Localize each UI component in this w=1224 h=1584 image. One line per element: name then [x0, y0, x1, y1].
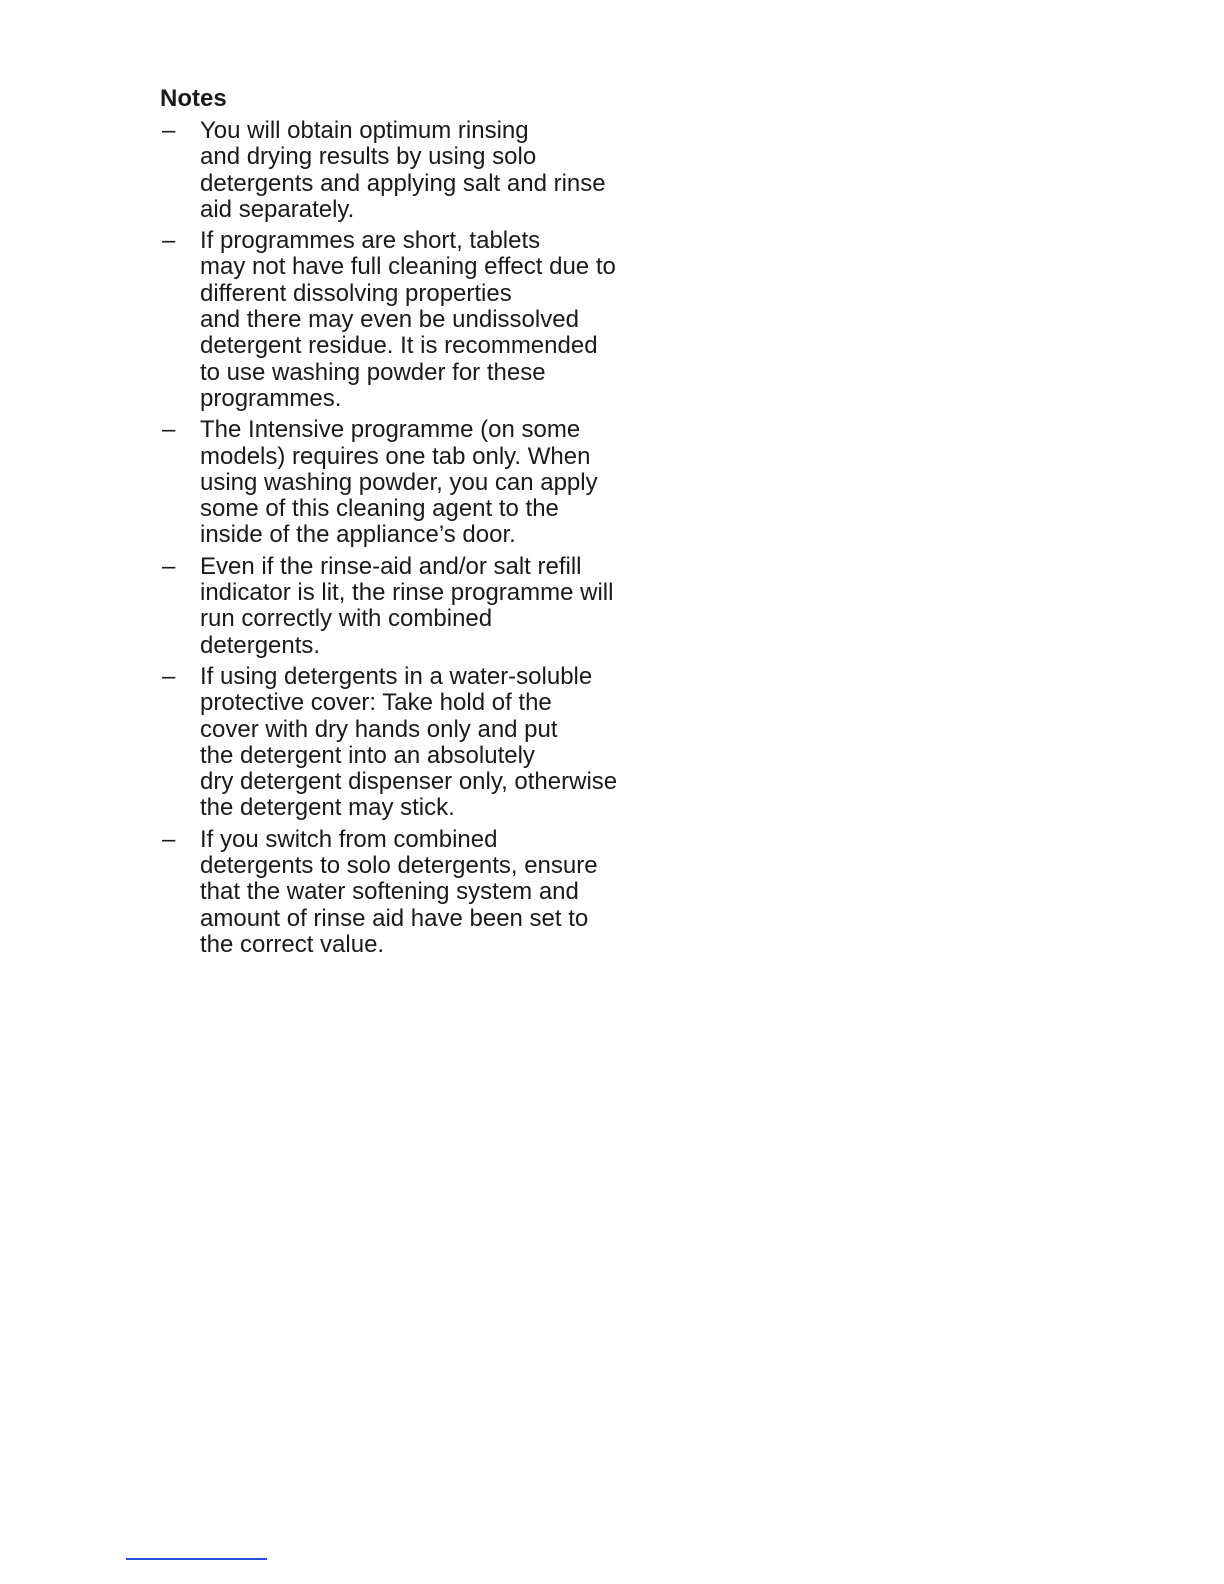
note-line: aid separately.	[200, 195, 355, 223]
note-line: If programmes are short, tablets	[200, 227, 541, 255]
note-line: Even if the rinse-aid and/or salt refill	[200, 552, 582, 580]
note-line: amount of rinse aid have been set to	[200, 904, 589, 932]
note-line: the correct value.	[200, 930, 385, 958]
note-line: and drying results by using solo	[200, 143, 537, 171]
note-line: The Intensive programme (on some	[200, 416, 581, 444]
note-line: indicator is lit, the rinse programme will	[200, 579, 614, 607]
note-line: may not have full cleaning effect due to	[200, 253, 616, 281]
dash-bullet: –	[162, 227, 176, 255]
note-line: and there may even be undissolved	[200, 306, 579, 334]
note-line: detergents.	[200, 631, 321, 659]
note-line: models) requires one tab only. When	[200, 442, 591, 470]
note-line: cover with dry hands only and put	[200, 715, 558, 743]
note-line: the detergent into an absolutely	[200, 741, 535, 769]
note-item	[160, 118, 660, 223]
note-item	[160, 827, 660, 958]
note-line: detergents and applying salt and rinse	[200, 169, 606, 197]
note-item	[160, 664, 660, 822]
note-line: inside of the appliance’s door.	[200, 521, 516, 549]
note-line: detergent residue. It is recommended	[200, 332, 598, 360]
note-line: protective cover: Take hold of the	[200, 689, 552, 717]
note-line: If you switch from combined	[200, 825, 498, 853]
note-line: different dissolving properties	[200, 279, 512, 307]
dash-bullet: –	[162, 416, 176, 444]
footnote-rule	[126, 1558, 267, 1560]
notes-title: Notes	[160, 85, 227, 112]
note-item	[160, 228, 660, 412]
dash-bullet: –	[162, 552, 176, 580]
dash-bullet: –	[162, 117, 176, 144]
note-item	[160, 554, 660, 659]
note-line: run correctly with combined	[200, 605, 493, 633]
note-line: that the water softening system and	[200, 878, 579, 906]
dash-bullet: –	[162, 662, 176, 690]
note-line: detergents to solo detergents, ensure	[200, 852, 598, 880]
note-line: If using detergents in a water-soluble	[200, 662, 593, 690]
notes-list	[160, 118, 660, 958]
dash-bullet: –	[162, 825, 176, 853]
note-line: programmes.	[200, 384, 342, 412]
note-line: dry detergent dispenser only, otherwise	[200, 768, 618, 796]
note-line: the detergent may stick.	[200, 794, 455, 822]
note-line: You will obtain optimum rinsing	[200, 117, 529, 144]
note-line: to use washing powder for these	[200, 358, 546, 386]
note-item	[160, 417, 660, 548]
notes-section	[160, 84, 660, 963]
note-line: using washing powder, you can apply	[200, 468, 598, 496]
note-line: some of this cleaning agent to the	[200, 495, 559, 523]
